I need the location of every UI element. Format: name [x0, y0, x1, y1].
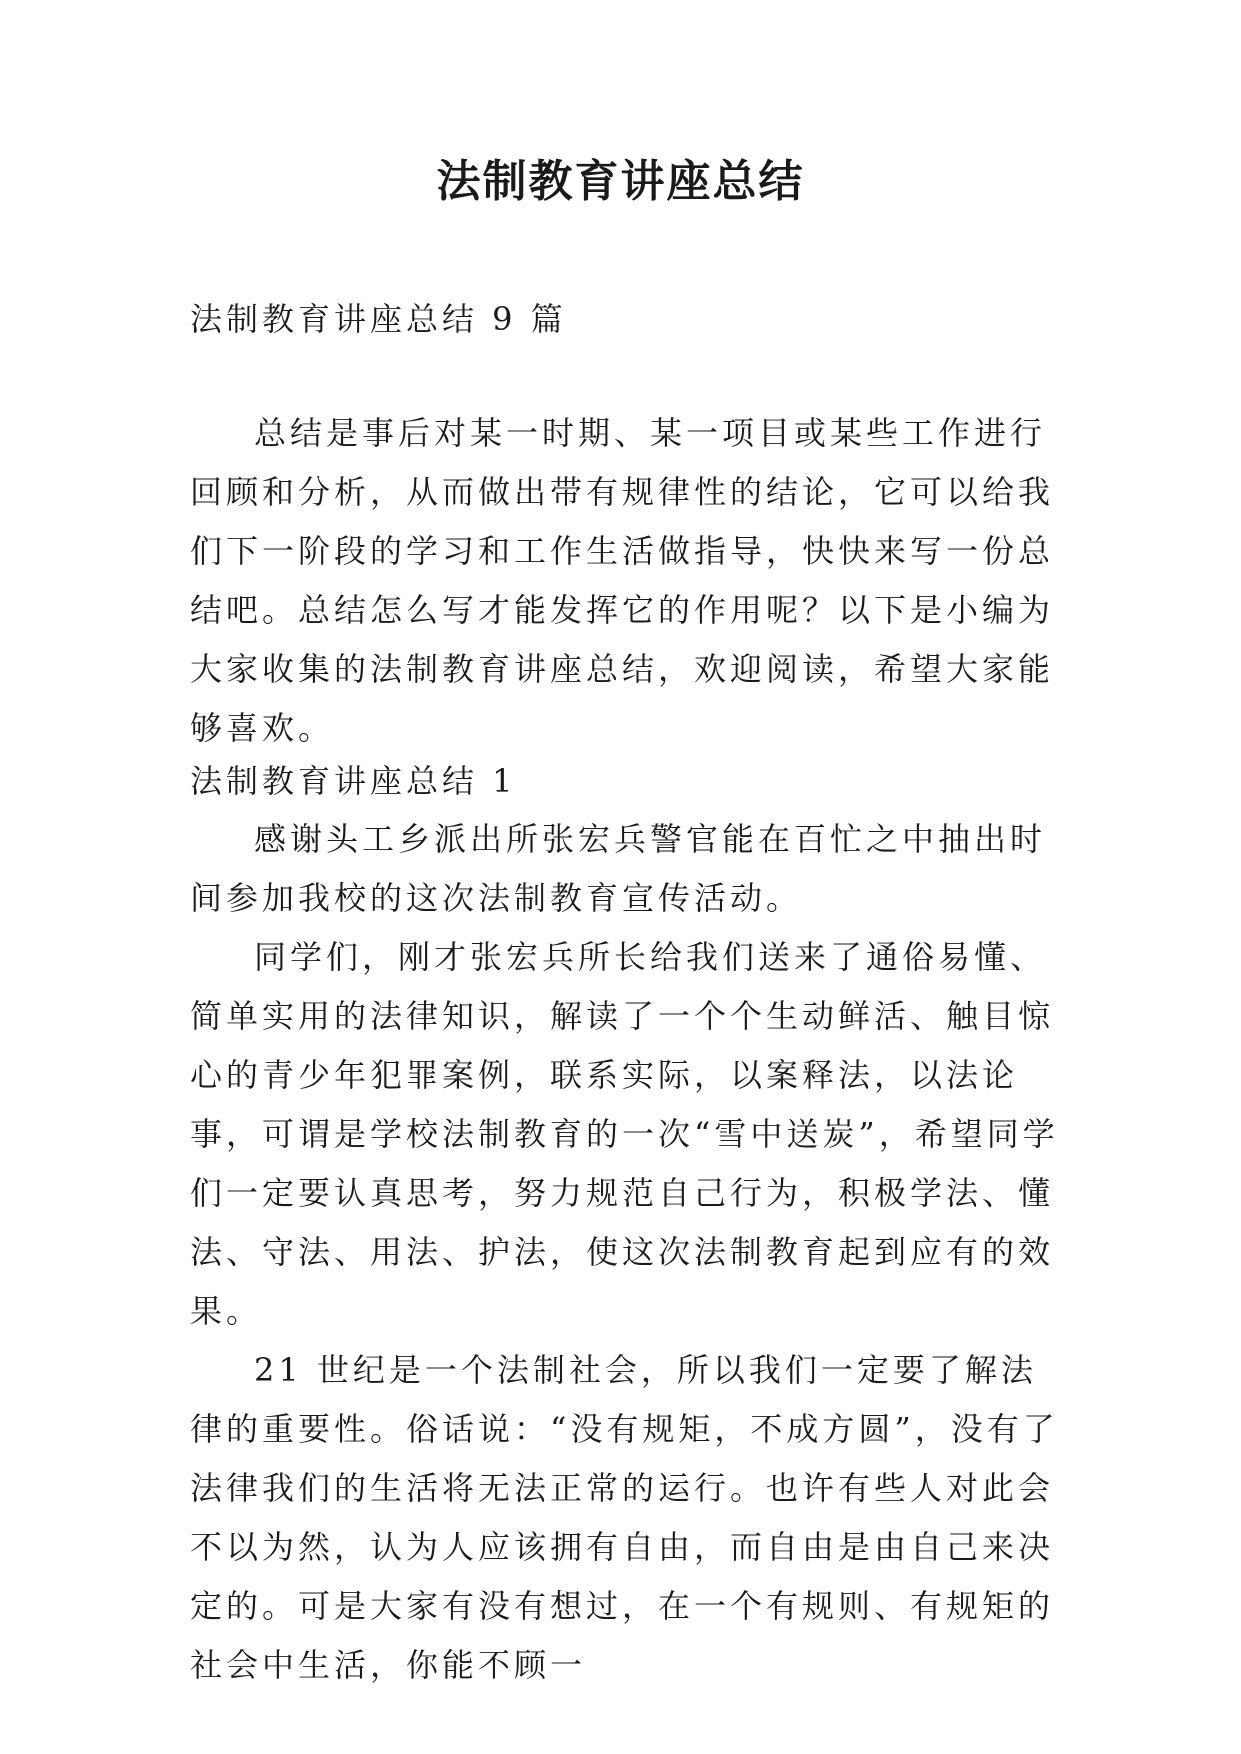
- section-paragraph-1: 感谢头工乡派出所张宏兵警官能在百忙之中抽出时间参加我校的这次法制教育宣传活动。: [190, 820, 1047, 917]
- document-title: 法制教育讲座总结: [436, 156, 805, 207]
- document-subtitle: 法制教育讲座总结 9 篇: [190, 300, 567, 338]
- section-paragraph-3: 21 世纪是一个法制社会，所以我们一定要了解法律的重要性。俗话说：“没有规矩，不成方圆”，没有了法律我们的生活将无法正常的运行。也许有些人对此会不以为然，认为人应该拥有自由，而自由是由自己来决定的。可是大家有没有想过，在一个有规则、有规矩的社会中生活，你能不顾一: [190, 1351, 1059, 1684]
- intro-text: 总结是事后对某一时期、某一项目或某些工作进行回顾和分析，从而做出带有规律性的结论，它可以给我们下一阶段的学习和工作生活做指导，快快来写一份总结吧。总结怎么写才能发挥它的作用呢？以下是小编为大家收集的法制教育讲座总结，欢迎阅读，希望大家能够喜欢。: [190, 414, 1055, 747]
- intro-paragraph: [190, 404, 1070, 758]
- section-heading: 法制教育讲座总结 1: [190, 762, 517, 800]
- section-paragraph-2: 同学们，刚才张宏兵所长给我们送来了通俗易懂、简单实用的法律知识，解读了一个个生动鲜活、触目惊心的青少年犯罪案例，联系实际，以案释法，以法论事，可谓是学校法制教育的一次“雪中送炭”，希望同学们一定要认真思考，努力规范自己行为，积极学法、懂法、守法、用法、护法，使这次法制教育起到应有的效果。: [190, 938, 1059, 1330]
- section-body: [190, 810, 1070, 1695]
